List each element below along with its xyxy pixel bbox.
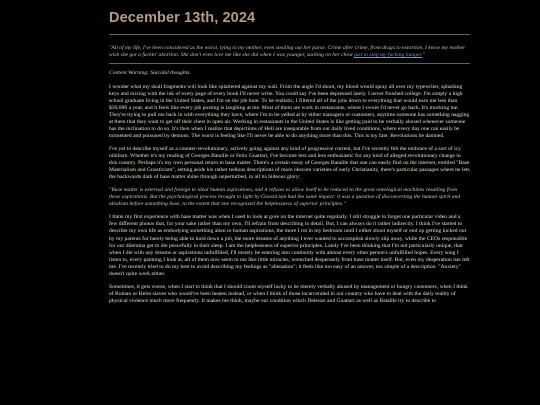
post-title: December 13th, 2024 xyxy=(109,10,256,26)
paragraph-1: I wonder what my skull fragments will look like splattered against my wall. From the angle I'd shoot, my blood would spray all over my typewriter, splashing keys and mixing with the ink of every page of every book I'll never write. You could say I've been depressed lately. I never finished college. I'm simply a high school graduate living in the United States, and I'm on the job hunt. To be realistic, I filtered all of the jobs down to everything that would earn me less than $30,000 a year, and it feels like every job posting is laughing at me. Most of them are work in restaurants, where I swore I'd never go back. It's mocking me. They're trying to pull me back in with everything they have, where I'm to be yelled at by either managers or customers, anytime someone has something nagging at them that they want to get off their chest in open air. Working in restaurants in the United States is like getting paid to be verbally abused whenever someone has the inclination to do so. It's then when I realize that depictions of Hell are inseparable from our daily lived conditions, where every day one can easily be tormented and poisoned by demons. The worst is feeling like I'll never be able to do anything more than this. This is my fate. Revolutions be damned. xyxy=(109,83,470,139)
epigraph xyxy=(109,45,470,59)
epigraph-divider xyxy=(109,63,470,64)
epigraph-text: "All of my life, I've been considered as the worst, lying to my mother, even stealing out her purse. Crime after crime, from drugs to extortion, I know my mother wish she got a fuckin' abortion. She don't even love me like she did when I was younger, sucking on her chest xyxy=(109,45,466,59)
epigraph-close: " xyxy=(422,52,425,59)
epigraph-link[interactable]: just to stop my fucking hunger. xyxy=(354,52,423,59)
content-warning: Content Warning: Suicidal thoughts. xyxy=(109,70,191,77)
paragraph-2: I've yet to describe myself as a counter-revolutionary, actively going against any kind of progressive current, but I've recently felt the embrace of a sort of icy nihilism. Whether it's my reading of Georges Bataille or Felix Guattari, I've become less and less enthusiastic for any kind of alleged revolutionary change in this country. Perhaps it's my own personal return to base matter. There's a certain essay of Georges Bataille that one can easily find on the internet, entitled "Base Materialism and Gnosticism", setting aside his rather tedious descriptions of more obscure varieties of early Christianity, there's particular passages where he lets the backwards dark of base matter shine through unperturbed, in all its hideous glory: xyxy=(109,145,470,181)
paragraph-4: Sometimes, it gets worse, when I start to think that I should count myself lucky to be merely verbally abused by management or hungry customers, when I think of Roman or Helot slaves who would've been beaten instead, or when I think of those incarcerated in our country who have to deal with the daily reality of physical violence much more frequently. It makes me think, maybe our condition which Deleuze and Guattari as well as Bataille try to describe to xyxy=(109,283,468,304)
block-quote: "Base matter is external and foreign to ideal human aspirations, and it refuses to allow itself to be reduced to the great ontological machines resulting from these aspirations. But the psychological process brought to light by Gnosticism had the same impact: it was a question of disconcerting the human spirit and idealism before something base, to the extent that one recognized the helplessness of superior principles." xyxy=(109,187,461,208)
title-divider xyxy=(109,34,470,35)
paragraph-3: I think my first experience with base matter was when I used to look at gore on the internet quite regularly. I still struggle to forget one particular video and a few different photos that, for your sake rather than my own, I'll refrain from describing in detail. But, I can always do it rather indirectly. I think I've started to describe my own life as embodying something alien to human aspirations, the more I rot in my bedroom until I either shoot myself or end up getting kicked out by my parents for barely being able to hold down a job, the more dreams of anything I ever wanted to accomplish slowly slip away, while the CEOs responsible for our dilemma get to die peacefully in their sleep. I am the helplessness of superior principles. Lately I've been thinking that I'm not particularly unique, that when I die with any dreams or aspirations unfulfilled, I'll merely be entering into continuity with almost every other person's unfulfilled hopes. Every song I listen to, every painting I look at, all of them now seem to me like little miracles, wrenched desperately from base matter itself. But, even my desperation has left me. I've recently tried to do my best to avoid describing my feelings as "alienation"; it feels like too easy of an answer, too simple of a description. "Anxiety" doesn't quite work either. xyxy=(109,214,470,277)
